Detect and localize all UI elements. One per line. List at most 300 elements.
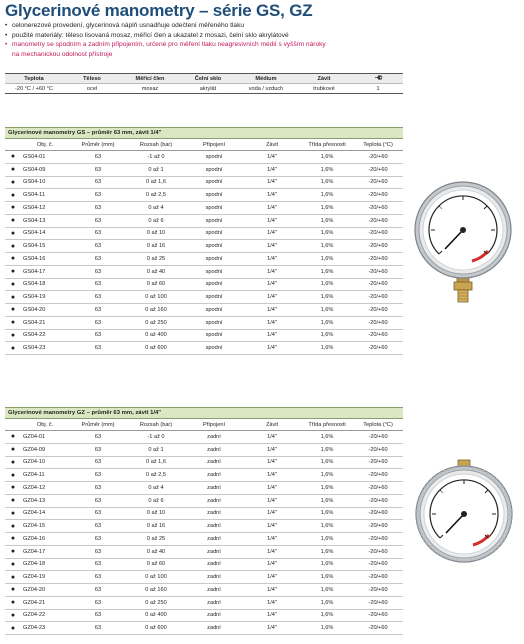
table-cell: zadní [185, 584, 243, 597]
table-row [5, 342, 403, 355]
table-cell: 1,6% [301, 443, 353, 456]
table-row [5, 533, 403, 546]
product-code: GZ04-17 [21, 545, 69, 558]
feature-bullet-highlight: • manometry se spodním a zadním připojením, určené pro měření tlaku neagresivních médií s vyšším nároky [5, 40, 485, 50]
row-bullet-icon: ● [5, 443, 21, 456]
table-cell: 1/4" [243, 176, 301, 189]
product-code: GZ04-12 [21, 482, 69, 495]
table-cell: zadní [185, 482, 243, 495]
table-cell: 63 [69, 520, 127, 533]
table-cell: 63 [69, 469, 127, 482]
table-cell: 63 [69, 253, 127, 266]
product-code: GS04-22 [21, 329, 69, 342]
product-code: GS04-18 [21, 278, 69, 291]
row-bullet-icon: ● [5, 304, 21, 317]
table-cell: 0 až 400 [127, 609, 185, 622]
table-row [5, 163, 403, 176]
row-bullet-icon: ● [5, 533, 21, 546]
table-cell: 1/4" [243, 520, 301, 533]
table-cell: 63 [69, 329, 127, 342]
table-row [5, 240, 403, 253]
table-cell: 63 [69, 545, 127, 558]
table-cell: -20/+60 [353, 151, 403, 164]
table-row [5, 545, 403, 558]
table-cell: 1/4" [243, 622, 301, 635]
table-cell: 63 [69, 151, 127, 164]
table-cell: -20/+60 [353, 482, 403, 495]
table-cell: spodní [185, 278, 243, 291]
table-cell: 63 [69, 278, 127, 291]
product-code: GZ04-01 [21, 431, 69, 444]
table-cell: -20/+60 [353, 304, 403, 317]
table-cell: 1,6% [301, 329, 353, 342]
row-bullet-icon: ● [5, 278, 21, 291]
column-header: Závit [243, 419, 301, 431]
table-cell: 1,6% [301, 584, 353, 597]
table-cell: 1/4" [243, 189, 301, 202]
table-cell: 0 až 250 [127, 316, 185, 329]
table-cell: 1,6% [301, 304, 353, 317]
product-code: GS04-09 [21, 163, 69, 176]
table-cell: 1/4" [243, 469, 301, 482]
table-cell: 1,6% [301, 622, 353, 635]
table-cell: 63 [69, 507, 127, 520]
table-cell: -20/+60 [353, 456, 403, 469]
table-cell: spodní [185, 240, 243, 253]
table-row [5, 469, 403, 482]
table-cell: 1,6% [301, 596, 353, 609]
table-cell: zadní [185, 431, 243, 444]
product-code: GZ04-15 [21, 520, 69, 533]
table-cell: zadní [185, 520, 243, 533]
product-code: GS04-01 [21, 151, 69, 164]
table-cell: spodní [185, 151, 243, 164]
row-bullet-icon: ● [5, 291, 21, 304]
product-code: GZ04-09 [21, 443, 69, 456]
column-header: Závit [243, 139, 301, 151]
gz-caption-row [5, 408, 403, 419]
table-cell: -20/+60 [353, 342, 403, 355]
row-bullet-icon: ● [5, 240, 21, 253]
gs-caption: Glycerinové manometry GS – průměr 63 mm, závit 1/4" [5, 128, 403, 139]
table-cell: -20/+60 [353, 189, 403, 202]
row-bullet-icon: ● [5, 329, 21, 342]
table-cell: spodní [185, 214, 243, 227]
table-cell: 1,6% [301, 431, 353, 444]
table-cell: zadní [185, 558, 243, 571]
table-cell: -20/+60 [353, 329, 403, 342]
table-row [5, 278, 403, 291]
table-cell: 63 [69, 342, 127, 355]
table-cell: -20/+60 [353, 431, 403, 444]
table-cell: 1,6% [301, 227, 353, 240]
table-cell: -20/+60 [353, 545, 403, 558]
product-code: GS04-23 [21, 342, 69, 355]
table-cell: 0 až 40 [127, 545, 185, 558]
table-cell: 0 až 1 [127, 163, 185, 176]
table-cell: 63 [69, 584, 127, 597]
row-bullet-icon: ● [5, 482, 21, 495]
table-row [5, 304, 403, 317]
row-bullet-icon: ● [5, 558, 21, 571]
table-cell: 1,6% [301, 265, 353, 278]
table-cell: 1/4" [243, 596, 301, 609]
table-cell: 1,6% [301, 176, 353, 189]
table-cell: -20/+60 [353, 227, 403, 240]
table-cell: 0 až 4 [127, 482, 185, 495]
properties-value: voda / vzduch [237, 84, 295, 94]
column-header: Obj. č. [21, 139, 69, 151]
table-cell: 0 až 2,5 [127, 189, 185, 202]
table-cell: -20/+60 [353, 558, 403, 571]
properties-header [353, 74, 403, 84]
row-bullet-icon: ● [5, 584, 21, 597]
table-cell: -20/+60 [353, 584, 403, 597]
table-cell: 0 až 160 [127, 304, 185, 317]
table-cell: spodní [185, 291, 243, 304]
table-cell: 63 [69, 163, 127, 176]
table-cell: zadní [185, 469, 243, 482]
table-cell: spodní [185, 176, 243, 189]
table-cell: 1/4" [243, 494, 301, 507]
product-code: GS04-14 [21, 227, 69, 240]
table-cell: 1/4" [243, 291, 301, 304]
gs-header-row [5, 139, 403, 151]
product-code: GZ04-19 [21, 571, 69, 584]
product-code: GS04-19 [21, 291, 69, 304]
table-row [5, 482, 403, 495]
feature-bullet: • celonerezové provedení, glycerinová náplň usnadňuje odečtení měřeného tlaku [5, 21, 485, 31]
gauge-gs-image [410, 178, 516, 306]
table-row [5, 456, 403, 469]
table-cell: -1 až 0 [127, 431, 185, 444]
table-cell: 63 [69, 482, 127, 495]
table-cell: 63 [69, 316, 127, 329]
row-bullet-icon: ● [5, 265, 21, 278]
table-cell: 1/4" [243, 482, 301, 495]
table-cell: -20/+60 [353, 443, 403, 456]
column-header: Rozsah (bar) [127, 139, 185, 151]
row-bullet-icon: ● [5, 316, 21, 329]
table-cell: -20/+60 [353, 494, 403, 507]
gauge-gz-image [414, 458, 514, 566]
table-cell: 63 [69, 291, 127, 304]
column-header: Teplota (°C) [353, 139, 403, 151]
table-cell: spodní [185, 227, 243, 240]
table-cell: 1/4" [243, 214, 301, 227]
table-cell: 1,6% [301, 456, 353, 469]
product-code: GZ04-18 [21, 558, 69, 571]
table-cell: spodní [185, 342, 243, 355]
table-cell: 1,6% [301, 253, 353, 266]
table-cell: spodní [185, 189, 243, 202]
row-bullet-icon: ● [5, 214, 21, 227]
table-cell: -20/+60 [353, 291, 403, 304]
table-cell: -20/+60 [353, 469, 403, 482]
table-cell: 1/4" [243, 571, 301, 584]
table-cell: -20/+60 [353, 253, 403, 266]
table-row [5, 189, 403, 202]
table-cell: 1,6% [301, 316, 353, 329]
table-cell: zadní [185, 443, 243, 456]
table-cell: 0 až 10 [127, 227, 185, 240]
table-cell: 1/4" [243, 316, 301, 329]
table-row [5, 329, 403, 342]
table-cell: 1,6% [301, 494, 353, 507]
row-bullet-icon: ● [5, 596, 21, 609]
table-cell: 1,6% [301, 558, 353, 571]
product-code: GZ04-22 [21, 609, 69, 622]
table-cell: 1/4" [243, 265, 301, 278]
table-cell: 1,6% [301, 533, 353, 546]
table-row [5, 176, 403, 189]
table-cell: 1/4" [243, 253, 301, 266]
table-row [5, 622, 403, 635]
table-row [5, 431, 403, 444]
table-cell: 0 až 600 [127, 342, 185, 355]
table-cell: 0 až 60 [127, 278, 185, 291]
row-bullet-icon: ● [5, 456, 21, 469]
table-row [5, 609, 403, 622]
table-cell: 1,6% [301, 240, 353, 253]
gz-header-row [5, 419, 403, 431]
table-cell: 1,6% [301, 202, 353, 215]
table-cell: -20/+60 [353, 507, 403, 520]
table-cell: zadní [185, 571, 243, 584]
table-cell: 1,6% [301, 163, 353, 176]
product-code: GS04-16 [21, 253, 69, 266]
product-code: GS04-10 [21, 176, 69, 189]
column-header: Průměr (mm) [69, 419, 127, 431]
bullet-column-header [5, 139, 21, 151]
row-bullet-icon: ● [5, 520, 21, 533]
table-cell: 63 [69, 240, 127, 253]
properties-value-row [5, 84, 403, 94]
column-header: Průměr (mm) [69, 139, 127, 151]
table-cell: 1,6% [301, 151, 353, 164]
table-row [5, 520, 403, 533]
table-cell: 0 až 6 [127, 494, 185, 507]
gz-product-table [5, 407, 403, 635]
row-bullet-icon: ● [5, 253, 21, 266]
table-cell: 0 až 40 [127, 265, 185, 278]
table-cell: 63 [69, 265, 127, 278]
table-cell: zadní [185, 494, 243, 507]
table-cell: -20/+60 [353, 609, 403, 622]
table-row [5, 558, 403, 571]
table-cell: 1,6% [301, 507, 353, 520]
properties-table [5, 73, 403, 94]
table-cell: 1,6% [301, 214, 353, 227]
product-code: GS04-17 [21, 265, 69, 278]
table-cell: 63 [69, 227, 127, 240]
product-code: GZ04-11 [21, 469, 69, 482]
table-cell: 1,6% [301, 520, 353, 533]
table-cell: 1/4" [243, 431, 301, 444]
table-row [5, 265, 403, 278]
table-cell: zadní [185, 456, 243, 469]
table-cell: -20/+60 [353, 240, 403, 253]
table-cell: 1/4" [243, 533, 301, 546]
table-cell: 1,6% [301, 291, 353, 304]
product-code: GS04-15 [21, 240, 69, 253]
properties-header: Měřicí člen [121, 74, 179, 84]
table-cell: 63 [69, 533, 127, 546]
table-cell: 0 až 25 [127, 253, 185, 266]
table-cell: 1/4" [243, 456, 301, 469]
table-cell: 0 až 250 [127, 596, 185, 609]
properties-header-row [5, 74, 403, 84]
table-row [5, 507, 403, 520]
properties-header: Čelní sklo [179, 74, 237, 84]
table-cell: -20/+60 [353, 176, 403, 189]
product-code: GZ04-10 [21, 456, 69, 469]
bullet-column-header [5, 419, 21, 431]
table-cell: 1/4" [243, 443, 301, 456]
table-cell: 0 až 1 [127, 443, 185, 456]
wrench-icon [374, 74, 383, 81]
table-cell: 63 [69, 558, 127, 571]
table-cell: 63 [69, 189, 127, 202]
table-cell: 0 až 100 [127, 571, 185, 584]
row-bullet-icon: ● [5, 151, 21, 164]
row-bullet-icon: ● [5, 176, 21, 189]
table-cell: 1/4" [243, 278, 301, 291]
row-bullet-icon: ● [5, 342, 21, 355]
row-bullet-icon: ● [5, 494, 21, 507]
table-cell: 63 [69, 456, 127, 469]
table-cell: 0 až 600 [127, 622, 185, 635]
product-code: GZ04-20 [21, 584, 69, 597]
product-code: GS04-11 [21, 189, 69, 202]
table-cell: zadní [185, 545, 243, 558]
column-header: Teplota (°C) [353, 419, 403, 431]
table-cell: spodní [185, 163, 243, 176]
feature-bullet-highlight-cont: na mechanickou odolnost přístroje [12, 50, 113, 58]
table-cell: 63 [69, 431, 127, 444]
table-cell: 1/4" [243, 545, 301, 558]
table-cell: 63 [69, 176, 127, 189]
table-cell: 0 až 160 [127, 584, 185, 597]
row-bullet-icon: ● [5, 202, 21, 215]
feature-bullet: • použité materiály: těleso lisovaná mosaz, měřicí člen a ukazatel z mosazi, čelní sklo akrylátové [5, 31, 485, 41]
row-bullet-icon: ● [5, 545, 21, 558]
table-row [5, 494, 403, 507]
product-code: GZ04-14 [21, 507, 69, 520]
table-cell: 0 až 60 [127, 558, 185, 571]
table-cell: -1 až 0 [127, 151, 185, 164]
table-cell: spodní [185, 316, 243, 329]
table-cell: 63 [69, 214, 127, 227]
table-cell: -20/+60 [353, 596, 403, 609]
table-cell: -20/+60 [353, 202, 403, 215]
product-code: GZ04-21 [21, 596, 69, 609]
column-header: Připojení [185, 139, 243, 151]
properties-value: trubkové [295, 84, 353, 94]
table-cell: 1,6% [301, 189, 353, 202]
table-row [5, 316, 403, 329]
table-cell: spodní [185, 253, 243, 266]
properties-header: Závit [295, 74, 353, 84]
feature-list [5, 21, 485, 59]
table-row [5, 584, 403, 597]
product-code: GS04-13 [21, 214, 69, 227]
table-cell: 1/4" [243, 202, 301, 215]
table-cell: -20/+60 [353, 622, 403, 635]
table-row [5, 571, 403, 584]
table-row [5, 253, 403, 266]
row-bullet-icon: ● [5, 609, 21, 622]
row-bullet-icon: ● [5, 189, 21, 202]
product-code: GZ04-16 [21, 533, 69, 546]
table-cell: zadní [185, 507, 243, 520]
column-header: Připojení [185, 419, 243, 431]
table-row [5, 202, 403, 215]
product-code: GZ04-13 [21, 494, 69, 507]
properties-header: Médium [237, 74, 295, 84]
table-cell: -20/+60 [353, 265, 403, 278]
table-cell: 1/4" [243, 329, 301, 342]
table-cell: -20/+60 [353, 214, 403, 227]
table-row [5, 291, 403, 304]
table-cell: spodní [185, 304, 243, 317]
properties-value: 1 [353, 84, 403, 94]
table-cell: 1/4" [243, 609, 301, 622]
product-code: GS04-21 [21, 316, 69, 329]
row-bullet-icon: ● [5, 227, 21, 240]
gs-product-table [5, 127, 403, 355]
table-cell: 0 až 4 [127, 202, 185, 215]
table-cell: 63 [69, 494, 127, 507]
table-cell: -20/+60 [353, 163, 403, 176]
column-header: Rozsah (bar) [127, 419, 185, 431]
table-cell: -20/+60 [353, 520, 403, 533]
row-bullet-icon: ● [5, 469, 21, 482]
table-cell: 1/4" [243, 558, 301, 571]
table-cell: -20/+60 [353, 571, 403, 584]
table-cell: 1,6% [301, 469, 353, 482]
table-cell: 1/4" [243, 507, 301, 520]
row-bullet-icon: ● [5, 507, 21, 520]
table-cell: zadní [185, 609, 243, 622]
table-cell: 63 [69, 622, 127, 635]
table-cell: 1,6% [301, 278, 353, 291]
properties-value: -20 °C / +60 °C [5, 84, 63, 94]
table-cell: 63 [69, 609, 127, 622]
table-cell: 1/4" [243, 342, 301, 355]
properties-value: akrylát [179, 84, 237, 94]
product-code: GS04-20 [21, 304, 69, 317]
table-cell: 1/4" [243, 227, 301, 240]
table-cell: 0 až 16 [127, 520, 185, 533]
column-header: Obj. č. [21, 419, 69, 431]
table-row [5, 151, 403, 164]
table-cell: 0 až 25 [127, 533, 185, 546]
table-cell: spodní [185, 202, 243, 215]
gs-caption-row [5, 128, 403, 139]
table-cell: 63 [69, 571, 127, 584]
table-cell: 0 až 16 [127, 240, 185, 253]
row-bullet-icon: ● [5, 622, 21, 635]
table-cell: 1,6% [301, 342, 353, 355]
table-cell: 1/4" [243, 163, 301, 176]
table-cell: 1,6% [301, 609, 353, 622]
table-cell: 0 až 100 [127, 291, 185, 304]
gz-caption: Glycerinové manometry GZ – průměr 63 mm, závit 1/4" [5, 408, 403, 419]
table-cell: 0 až 1,6 [127, 456, 185, 469]
table-row [5, 443, 403, 456]
product-code: GS04-12 [21, 202, 69, 215]
